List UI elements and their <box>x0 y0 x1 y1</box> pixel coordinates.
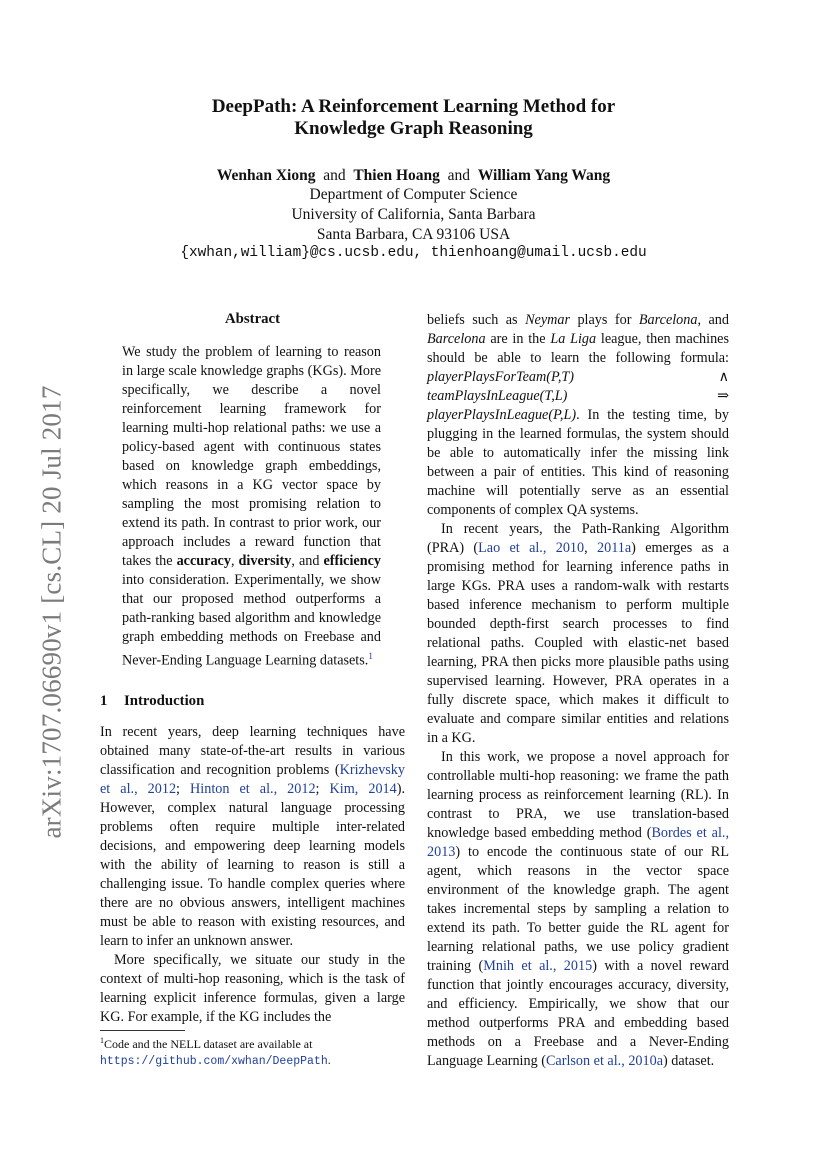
footnote-number: 1 <box>100 1036 104 1045</box>
citation-link[interactable]: Lao et al., 2010 <box>478 540 585 556</box>
inference-formula: playerPlaysForTeam(P,T) ∧ teamPlaysInLeague(T,L) ⇒ playerPlaysInLeague(P,L) <box>427 369 729 423</box>
keyword-efficiency: efficiency <box>323 553 381 569</box>
title-line-1: DeepPath: A Reinforcement Learning Method for <box>211 96 616 117</box>
title-line-2: Knowledge Graph Reasoning <box>294 118 533 139</box>
section-number: 1 <box>100 693 108 709</box>
citation-link[interactable]: 2011a <box>597 540 632 556</box>
affiliation-department: Department of Computer Science <box>309 186 518 203</box>
right-paragraph-1: beliefs such as Neymar plays for Barcelona, and Barcelona are in the La Liga league, then machines should be able to learn the following formula: playerPlaysForTeam(P,T) ∧ teamPlaysInLeague(T,L) ⇒ playerPlaysInLeague(P,L). In the testing time, by plugging in the learned formulas, the system should be able to automatically infer the missing link between a pair of entities. This kind of reasoning machine will potentially serve as an essential components of complex QA systems. <box>427 312 729 518</box>
footnote: $^1$Code and the NELL dataset are available at https://github.com/xwhan/DeepPath. <box>100 1036 331 1068</box>
author-separator: and <box>447 167 471 184</box>
author-list <box>0 166 827 186</box>
citation-link[interactable]: Kim, 2014 <box>329 781 397 797</box>
abstract-paragraph: We study the problem of learning to reason in large scale knowledge graphs (KGs). More specifically, we describe a novel reinforcement learning framework for learning multi-hop relational paths: we use a policy-based agent with continuous states based on knowledge graph embeddings, which reasons in a KG vector space by sampling the most promising relation to extend its path. In contrast to prior work, our approach includes a reward function that takes the accuracy, diversity, and efficiency into consideration. Experimentally, we show that our proposed method outperforms a path-ranking based algorithm and knowledge graph embedding methods on Freebase and Never-Ending Language Learning datasets.$^1$ <box>122 344 381 669</box>
citation-link[interactable]: Bordes et al., 2013 <box>427 825 730 860</box>
author-1: Wenhan Xiong <box>216 167 316 184</box>
section-heading-introduction <box>100 693 204 710</box>
citation-link[interactable]: Krizhevsky et al., 2012 <box>100 762 405 797</box>
affiliation-university: University of California, Santa Barbara <box>291 206 536 223</box>
keyword-accuracy: accuracy <box>176 553 231 569</box>
introduction-left-column <box>100 723 405 1027</box>
footnote-rule <box>100 1030 185 1031</box>
footnote-marker[interactable]: 1 <box>368 651 373 661</box>
affiliation-city: Santa Barbara, CA 93106 USA <box>316 226 511 243</box>
code-url-link[interactable]: https://github.com/xwhan/DeepPath <box>100 1055 328 1068</box>
abstract-heading: Abstract <box>224 311 281 327</box>
abstract-body <box>122 343 381 671</box>
intro-paragraph-1: In recent years, deep learning techniques have obtained many state-of-the-art results in various classification and recognition problems (Krizhevsky et al., 2012; Hinton et al., 2012; Kim, 2014). However, complex natural language processing problems often require multiple inter-related decisions, and empowering deep learning models with the ability of learning to reason is still a challenging issue. To handle complex queries where there are no obvious answers, intelligent machines must be able to reason with existing resources, and learn to infer an unknown answer. <box>100 724 406 949</box>
keyword-diversity: diversity <box>238 553 292 569</box>
intro-paragraph-2: More specifically, we situate our study in the context of multi-hop reasoning, which is the task of learning explicit inference formulas, given a large KG. For example, if the KG includes the <box>100 952 405 1025</box>
right-paragraph-3: In this work, we propose a novel approach for controllable multi-hop reasoning: we frame the path learning process as reinforcement learning (RL). In contrast to PRA, we use translation-based knowledge based embedding method (Bordes et al., 2013) to encode the continuous state of our RL agent, which reasons in the vector space environment of the knowledge graph. The agent takes incremental steps by sampling a relation to extend its path. To better guide the RL agent for learning relational paths, we use policy gradient training (Mnih et al., 2015) with a novel reward function that jointly encourages accuracy, diversity, and efficiency. Empirically, we show that our method outperforms PRA and embedding based methods on a Freebase and a Never-Ending Language Learning (Carlson et al., 2010a) dataset. <box>427 749 730 1069</box>
right-paragraph-2: In recent years, the Path-Ranking Algorithm (PRA) (Lao et al., 2010, 2011a) emerges as a promising method for learning inference paths in large KGs. PRA uses a random-walk with restarts based inference mechanism to perform multiple bounded depth-first search processes to find relational paths. Coupled with elastic-net based learning, PRA then picks more plausible paths using supervised learning. However, PRA operates in a fully discrete space, which makes it difficult to evaluate and compare similar entities and relations in a KG. <box>427 521 729 746</box>
right-column <box>427 311 729 1071</box>
arxiv-margin-label: arXiv:1707.06690v1 [cs.CL] 20 Jul 2017 <box>36 385 67 839</box>
citation-link[interactable]: Hinton et al., 2012 <box>190 781 316 797</box>
section-title: Introduction <box>124 693 205 709</box>
author-emails[interactable]: {xwhan,william}@cs.ucsb.edu, thienhoang@umail.ucsb.edu <box>180 245 647 261</box>
author-2: Thien Hoang <box>353 167 440 184</box>
paper-title <box>0 96 827 140</box>
citation-link[interactable]: Mnih et al., 2015 <box>483 958 593 974</box>
author-3: William Yang Wang <box>477 167 611 184</box>
citation-link[interactable]: Carlson et al., 2010a <box>545 1053 663 1069</box>
author-separator: and <box>323 167 346 184</box>
